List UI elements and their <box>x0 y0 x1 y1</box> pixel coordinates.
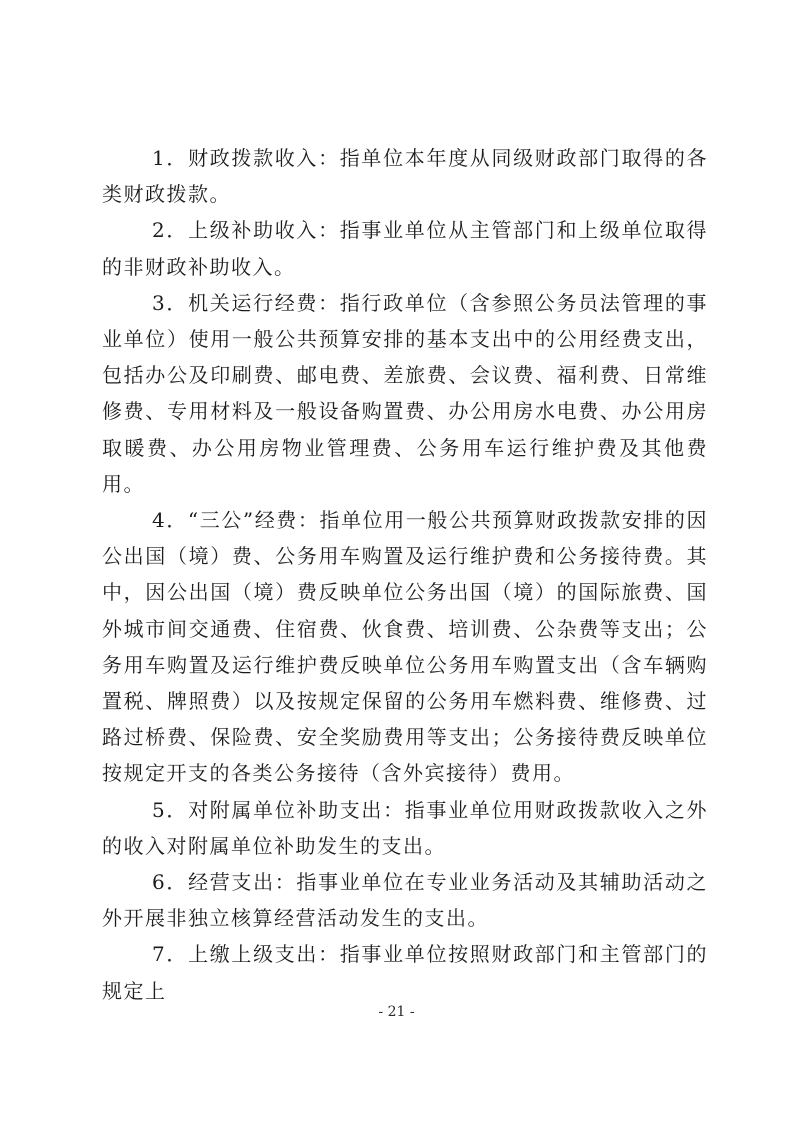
paragraph-5: 5．对附属单位补助支出：指事业单位用财政拨款收入之外的收入对附属单位补助发生的支出。 <box>102 797 708 858</box>
paragraph-4: 4．“三公”经费：指单位用一般公共预算财政拨款安排的因公出国（境）费、公务用车购置及运行维护费和公务接待费。其中，因公出国（境）费反映单位公务出国（境）的国际旅费、国外城市间交通费、住宿费、伙食费、培训费、公杂费等支出；公务用车购置及运行维护费反映单位公务用车购置支出（含车辆购置税、牌照费）以及按规定保留的公务用车燃料费、维修费、过路过桥费、保险费、安全奖励费用等支出；公务接待费反映单位按规定开支的各类公务接待（含外宾接待）费用。 <box>102 508 708 786</box>
body-text <box>102 140 708 1009</box>
page-number: - 21 - <box>378 1004 415 1020</box>
paragraph-3: 3．机关运行经费：指行政单位（含参照公务员法管理的事业单位）使用一般公共预算安排的基本支出中的公用经费支出，包括办公及印刷费、邮电费、差旅费、会议费、福利费、日常维修费、专用材料及一般设备购置费、办公用房水电费、办公用房取暖费、办公用房物业管理费、公务用车运行维护费及其他费用。 <box>102 290 708 496</box>
paragraph-6: 6．经营支出：指事业单位在专业业务活动及其辅助活动之外开展非独立核算经营活动发生的支出。 <box>102 870 708 931</box>
paragraph-1: 1．财政拨款收入：指单位本年度从同级财政部门取得的各类财政拨款。 <box>102 146 708 207</box>
paragraph-7: 7．上缴上级支出：指事业单位按照财政部门和主管部门的规定上 <box>102 942 708 1003</box>
paragraph-2: 2．上级补助收入：指事业单位从主管部门和上级单位取得的非财政补助收入。 <box>102 218 708 279</box>
